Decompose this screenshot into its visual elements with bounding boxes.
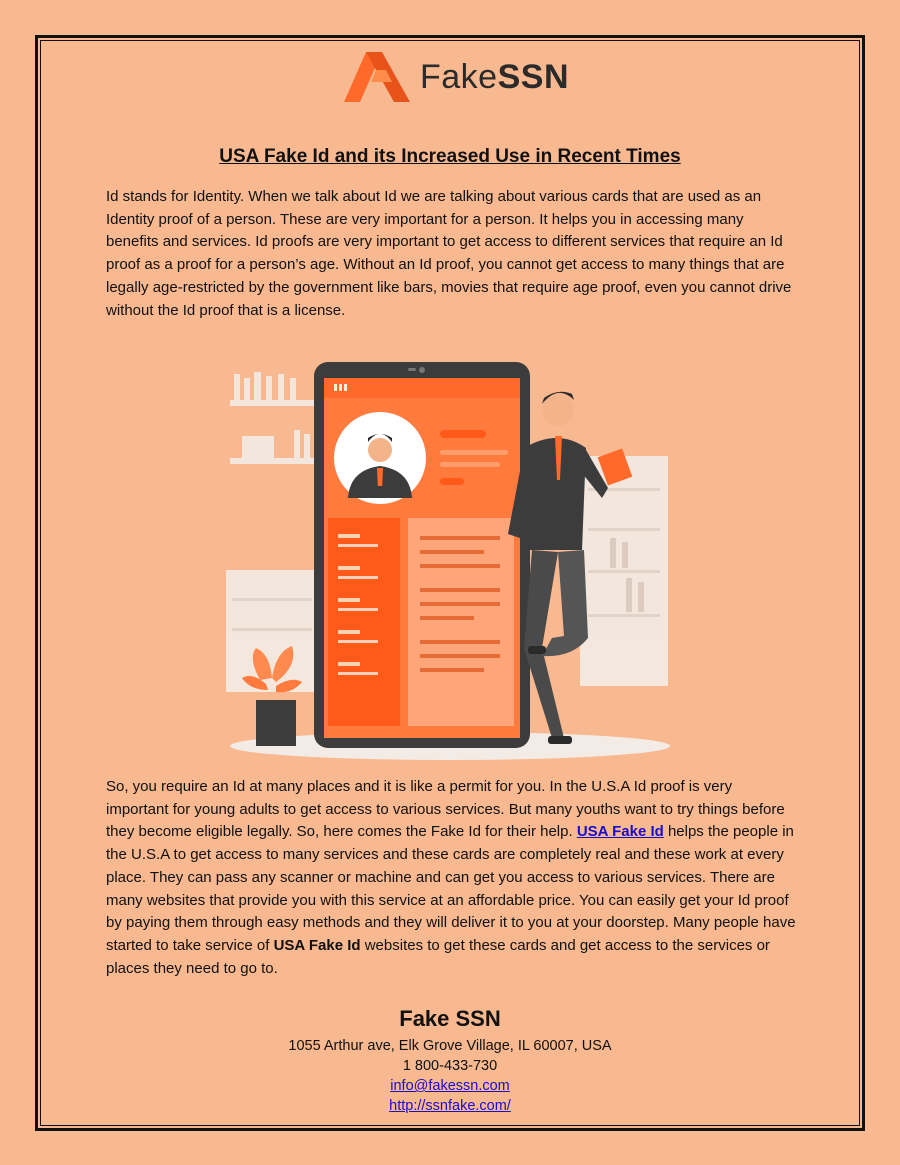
paragraph-text: websites to get these cards and get access to the services or places they need to go to. bbox=[106, 936, 770, 977]
contact-footer bbox=[0, 1006, 900, 1116]
right-shelf bbox=[580, 456, 668, 686]
company-name: Fake SSN bbox=[399, 1006, 501, 1031]
logo-mark-icon bbox=[344, 52, 410, 102]
paragraph-text: So, you require an Id at many places and it is like a permit for you. In the U.S.A Id proof is very important for young adults to get access to various services. But many youths want to try things before they become eligible legally. So, here comes the Fake Id for their help. bbox=[106, 778, 785, 841]
website-link[interactable]: http://ssnfake.com/ bbox=[389, 1098, 511, 1114]
brand-logo[interactable] bbox=[344, 52, 569, 102]
phone-identity-illustration bbox=[212, 338, 688, 762]
bold-keyword: USA Fake Id bbox=[273, 936, 361, 954]
paragraph-intro: Id stands for Identity. When we talk about Id we are talking about various cards that are used as an Identity proof of a person. These are very important for a person. It helps you in accessing many benefits and services. Id proofs are very important to get access to different services that require an Id proof as a proof for a person’s age. Without an Id proof, you cannot get access to many things that are legally age-restricted by the government like bars, movies that require age proof, even you cannot drive without the Id proof that is a license. bbox=[106, 188, 792, 319]
logo-text: FakeSSN bbox=[420, 57, 570, 96]
paragraph-fake-id bbox=[106, 776, 796, 980]
address: 1055 Arthur ave, Elk Grove Village, IL 60007, USA bbox=[288, 1038, 612, 1054]
phone-number: 1 800-433-730 bbox=[402, 1058, 498, 1074]
email-link[interactable]: info@fakessn.com bbox=[390, 1078, 510, 1094]
phone bbox=[314, 362, 530, 748]
usa-fake-id-link[interactable]: USA Fake Id bbox=[576, 823, 664, 841]
paragraph-text: helps the people in the U.S.A to get access to many services and these cards are completely real and these work at every place. They can pass any scanner or machine and can get you access to various services. There are many websites that provide you with this service at an affordable price. You can easily get your Id proof by paying them through easy methods and they will deliver it to you at your doorstep. Many people have started to take service of bbox=[106, 823, 796, 954]
article-title: USA Fake Id and its Increased Use in Recent Times bbox=[219, 146, 681, 167]
